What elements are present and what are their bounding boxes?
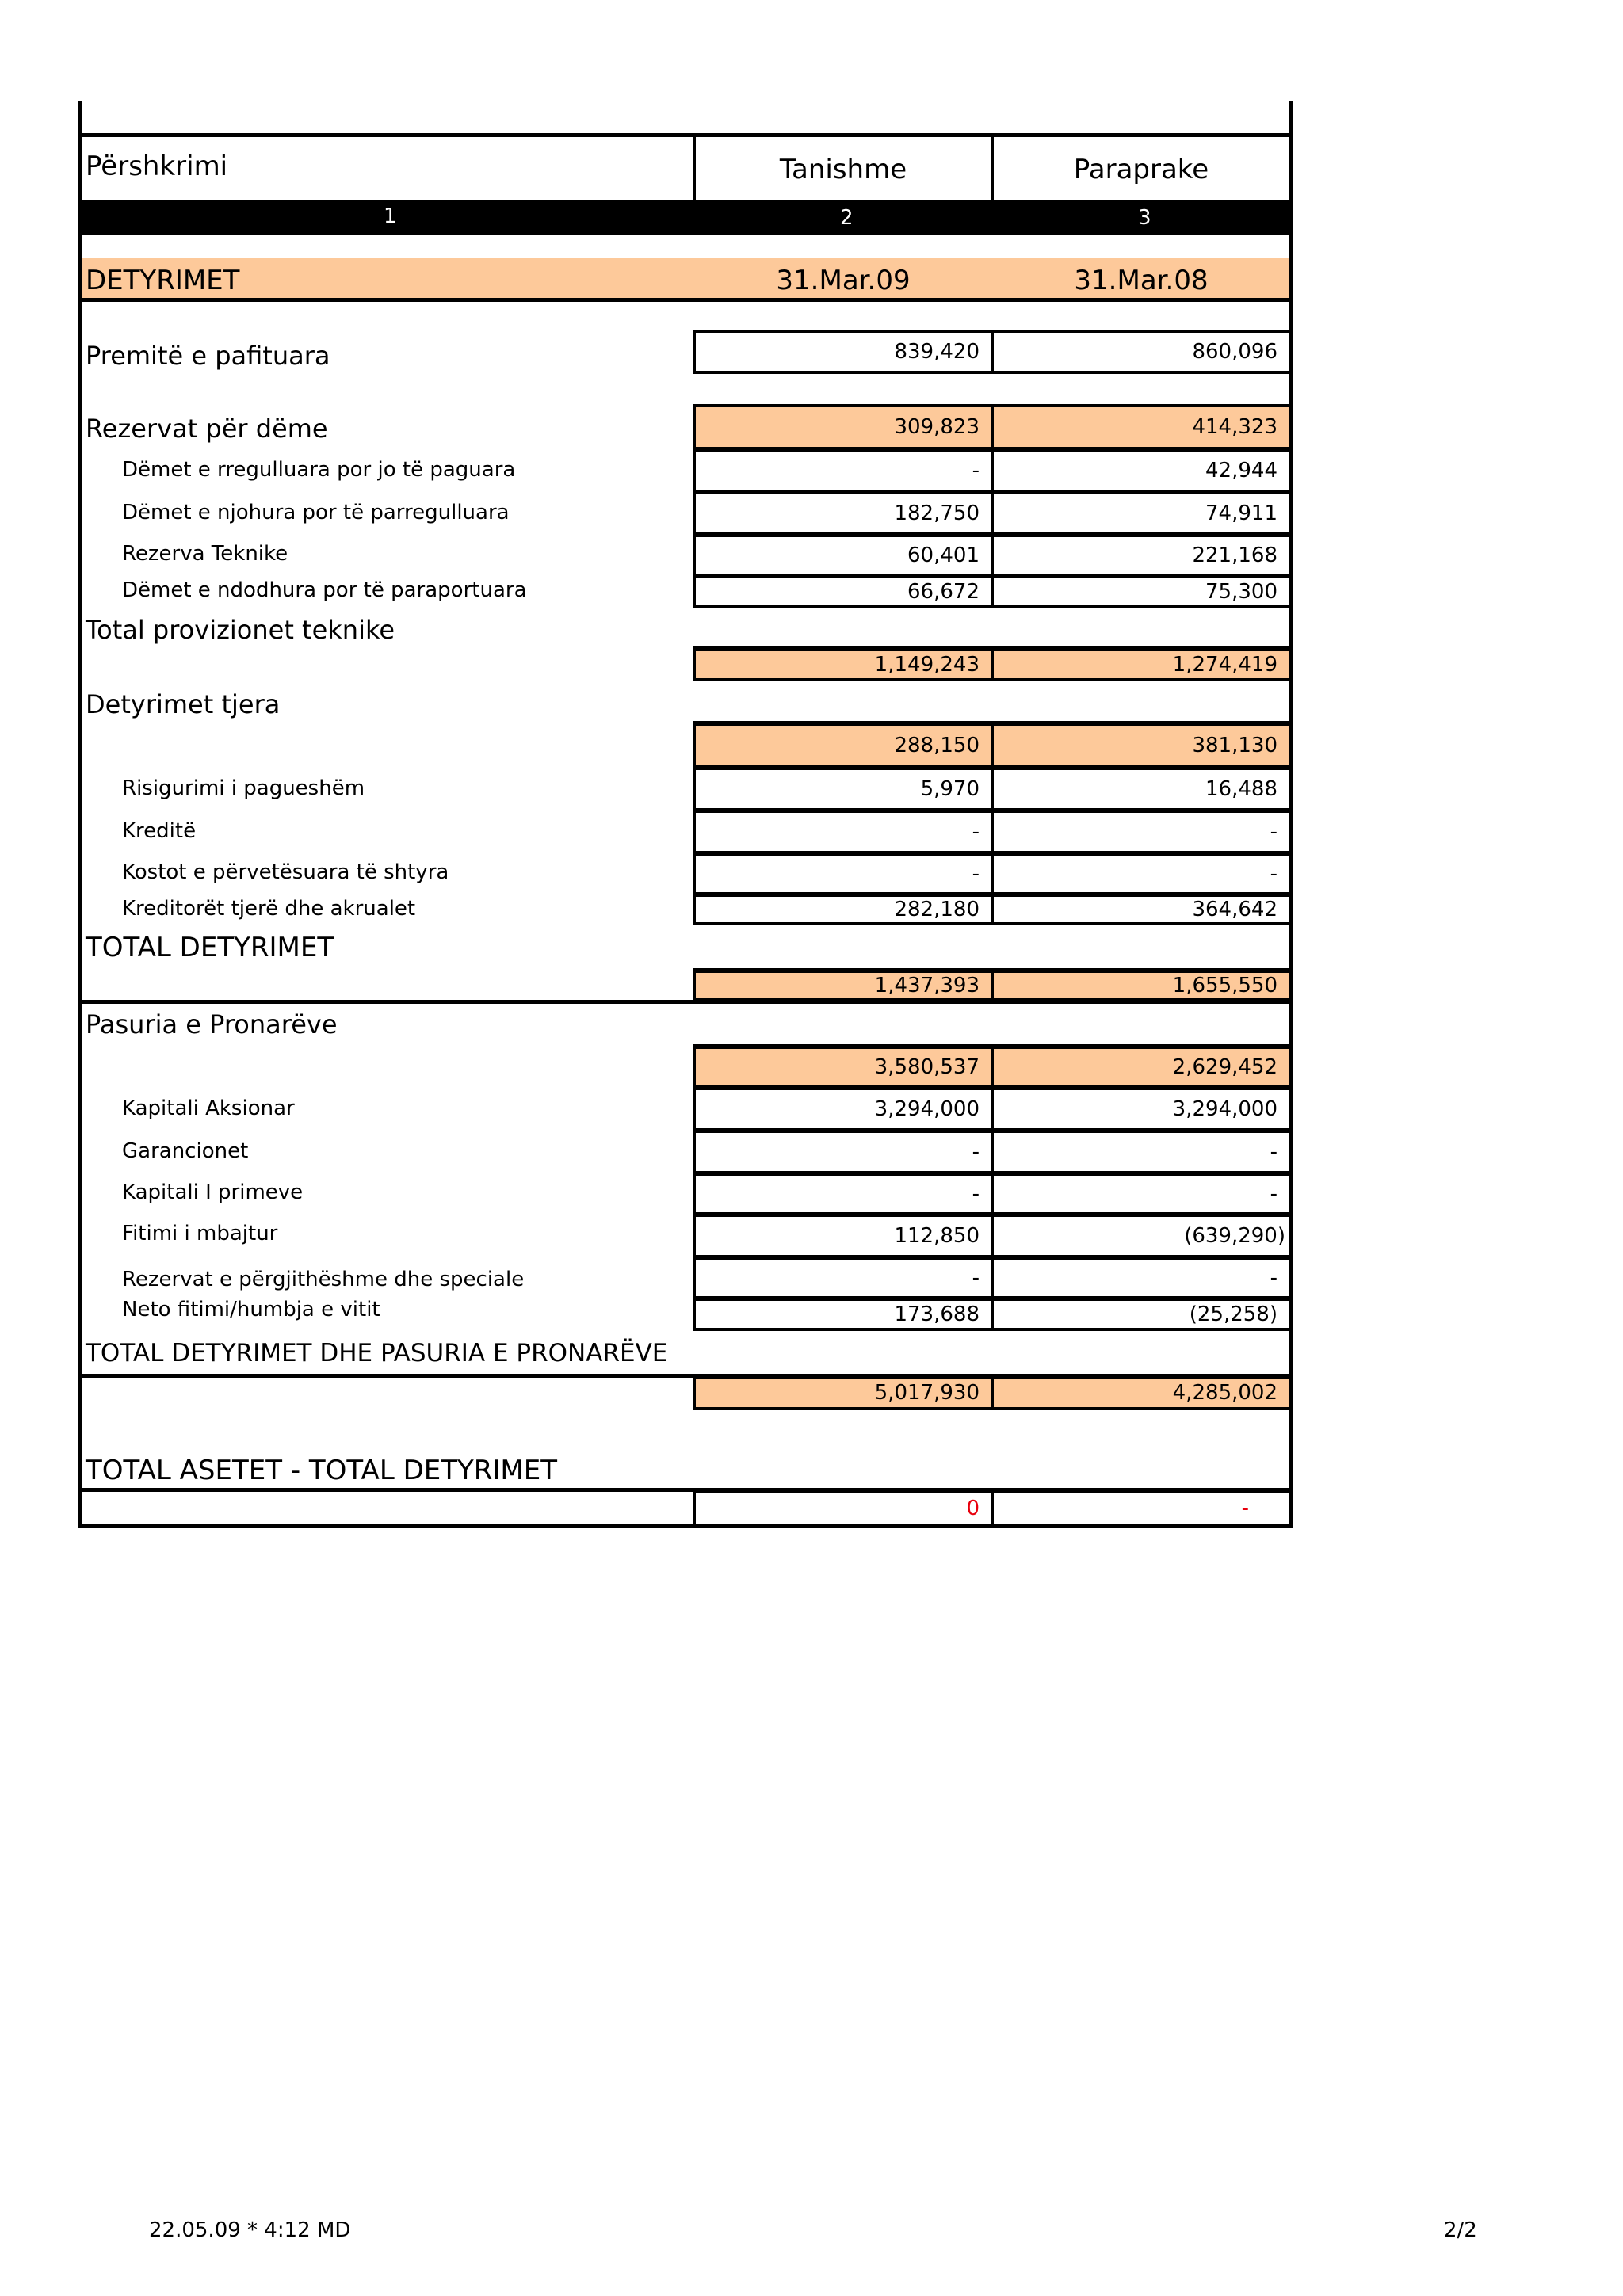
row-rezerva-teknike-current: 60,401 bbox=[693, 534, 994, 577]
section-title: DETYRIMET bbox=[86, 265, 240, 296]
row-label-kredite: Kreditë bbox=[122, 819, 197, 843]
footer-timestamp: 22.05.09 * 4:12 MD bbox=[149, 2218, 351, 2242]
row-detyrimet-tjera-current: 288,150 bbox=[693, 723, 994, 769]
row-label-total-detyrimet: TOTAL DETYRIMET bbox=[86, 932, 334, 963]
row-label-premite: Premitë e pafituara bbox=[86, 341, 330, 371]
row-label-total-asetet: TOTAL ASETET - TOTAL DETYRIMET bbox=[86, 1455, 557, 1486]
col-num-1: 1 bbox=[384, 204, 397, 228]
row-kostot-current: - bbox=[693, 852, 994, 895]
row-total-detyrimet-current: 1,437,393 bbox=[693, 970, 994, 1001]
row-demet-njohura-current: 182,750 bbox=[693, 491, 994, 536]
row-total-pasuria-current: 5,017,930 bbox=[693, 1375, 994, 1410]
row-rezervat-previous: 414,323 bbox=[991, 404, 1292, 450]
row-rezervat-pergjithshme-current: - bbox=[693, 1257, 994, 1299]
row-total-provizionet-previous: 1,274,419 bbox=[991, 648, 1292, 681]
row-demet-ndodhura-previous: 75,300 bbox=[991, 575, 1292, 608]
row-label-rezervat: Rezervat për dëme bbox=[86, 414, 328, 444]
row-rezerva-teknike-previous: 221,168 bbox=[991, 534, 1292, 577]
row-neto-fitimi-previous: (25,258) bbox=[991, 1298, 1292, 1331]
row-premite-previous: 860,096 bbox=[991, 330, 1292, 374]
row-fitimi-mbajtur-current: 112,850 bbox=[693, 1214, 994, 1258]
row-label-rezervat-pergjithshme: Rezervat e përgjithëshme dhe speciale bbox=[122, 1268, 525, 1291]
table-bottom-line bbox=[78, 1524, 1293, 1528]
row-kredite-current: - bbox=[693, 810, 994, 854]
section-date-current: 31.Mar.09 bbox=[776, 265, 911, 296]
header-current: Tanishme bbox=[779, 154, 907, 185]
row-label-fitimi-mbajtur: Fitimi i mbajtur bbox=[122, 1222, 278, 1245]
row-label-demet-rregulluara: Dëmet e rregulluara por jo të paguara bbox=[122, 458, 516, 482]
row-label-demet-ndodhura: Dëmet e ndodhura por të paraportuara bbox=[122, 578, 527, 602]
row-rezervat-pergjithshme-previous: - bbox=[991, 1257, 1292, 1299]
row-total-asetet-current: 0 bbox=[693, 1489, 994, 1527]
row-pasuria-previous: 2,629,452 bbox=[991, 1046, 1292, 1089]
total-asetet-desc-divider bbox=[693, 1489, 696, 1527]
row-risigurimi-previous: 16,488 bbox=[991, 767, 1292, 811]
row-label-total-pasuria: TOTAL DETYRIMET DHE PASURIA E PRONARËVE bbox=[86, 1339, 668, 1367]
total-detyrimet-bottom-line bbox=[78, 1000, 1293, 1004]
row-total-provizionet-current: 1,149,243 bbox=[693, 648, 994, 681]
row-label-pasuria: Pasuria e Pronarëve bbox=[86, 1009, 338, 1039]
row-pasuria-current: 3,580,537 bbox=[693, 1046, 994, 1089]
row-demet-rregulluara-previous: 42,944 bbox=[991, 448, 1292, 493]
header-previous: Paraprake bbox=[1073, 154, 1209, 185]
row-total-detyrimet-previous: 1,655,550 bbox=[991, 970, 1292, 1001]
row-label-kapitali-aksionar: Kapitali Aksionar bbox=[122, 1097, 295, 1120]
row-label-demet-njohura: Dëmet e njohura por të parregulluara bbox=[122, 501, 510, 524]
row-rezervat-current: 309,823 bbox=[693, 404, 994, 450]
row-kapitali-primeve-current: - bbox=[693, 1173, 994, 1215]
row-label-risigurimi: Risigurimi i pagueshëm bbox=[122, 776, 365, 800]
row-risigurimi-current: 5,970 bbox=[693, 767, 994, 811]
row-neto-fitimi-current: 173,688 bbox=[693, 1298, 994, 1331]
row-label-kostot: Kostot e përvetësuara të shtyra bbox=[122, 860, 449, 884]
row-label-total-provizionet: Total provizionet teknike bbox=[86, 615, 395, 645]
row-kostot-previous: - bbox=[991, 852, 1292, 895]
col-num-3: 3 bbox=[1138, 206, 1151, 230]
row-demet-rregulluara-current: - bbox=[693, 448, 994, 493]
section-bottom-line bbox=[78, 298, 1293, 302]
row-fitimi-mbajtur-previous: (639,290) bbox=[991, 1214, 1292, 1258]
column-number-bar bbox=[78, 200, 1293, 235]
row-demet-njohura-previous: 74,911 bbox=[991, 491, 1292, 536]
row-garancionet-current: - bbox=[693, 1130, 994, 1174]
row-total-asetet-previous: - bbox=[991, 1489, 1292, 1527]
row-premite-current: 839,420 bbox=[693, 330, 994, 374]
row-demet-ndodhura-current: 66,672 bbox=[693, 575, 994, 608]
col-num-2: 2 bbox=[840, 206, 854, 230]
row-label-kreditoret: Kreditorët tjerë dhe akrualet bbox=[122, 897, 416, 921]
row-kapitali-primeve-previous: - bbox=[991, 1173, 1292, 1215]
row-kreditoret-current: 282,180 bbox=[693, 894, 994, 925]
header-desc: Përshkrimi bbox=[86, 151, 228, 182]
row-garancionet-previous: - bbox=[991, 1130, 1292, 1174]
row-detyrimet-tjera-previous: 381,130 bbox=[991, 723, 1292, 769]
row-label-rezerva-teknike: Rezerva Teknike bbox=[122, 542, 288, 566]
row-label-kapitali-primeve: Kapitali I primeve bbox=[122, 1180, 304, 1204]
row-kapitali-aksionar-previous: 3,294,000 bbox=[991, 1087, 1292, 1131]
row-label-garancionet: Garancionet bbox=[122, 1139, 249, 1163]
row-kredite-previous: - bbox=[991, 810, 1292, 854]
section-date-previous: 31.Mar.08 bbox=[1074, 265, 1209, 296]
row-total-pasuria-previous: 4,285,002 bbox=[991, 1375, 1292, 1410]
row-label-neto-fitimi: Neto fitimi/humbja e vitit bbox=[122, 1298, 380, 1322]
table-left-border bbox=[78, 101, 82, 1527]
row-label-detyrimet-tjera: Detyrimet tjera bbox=[86, 689, 281, 719]
header-top-line bbox=[78, 133, 1293, 137]
row-kapitali-aksionar-current: 3,294,000 bbox=[693, 1087, 994, 1131]
footer-page-number: 2/2 bbox=[1444, 2218, 1477, 2242]
row-kreditoret-previous: 364,642 bbox=[991, 894, 1292, 925]
